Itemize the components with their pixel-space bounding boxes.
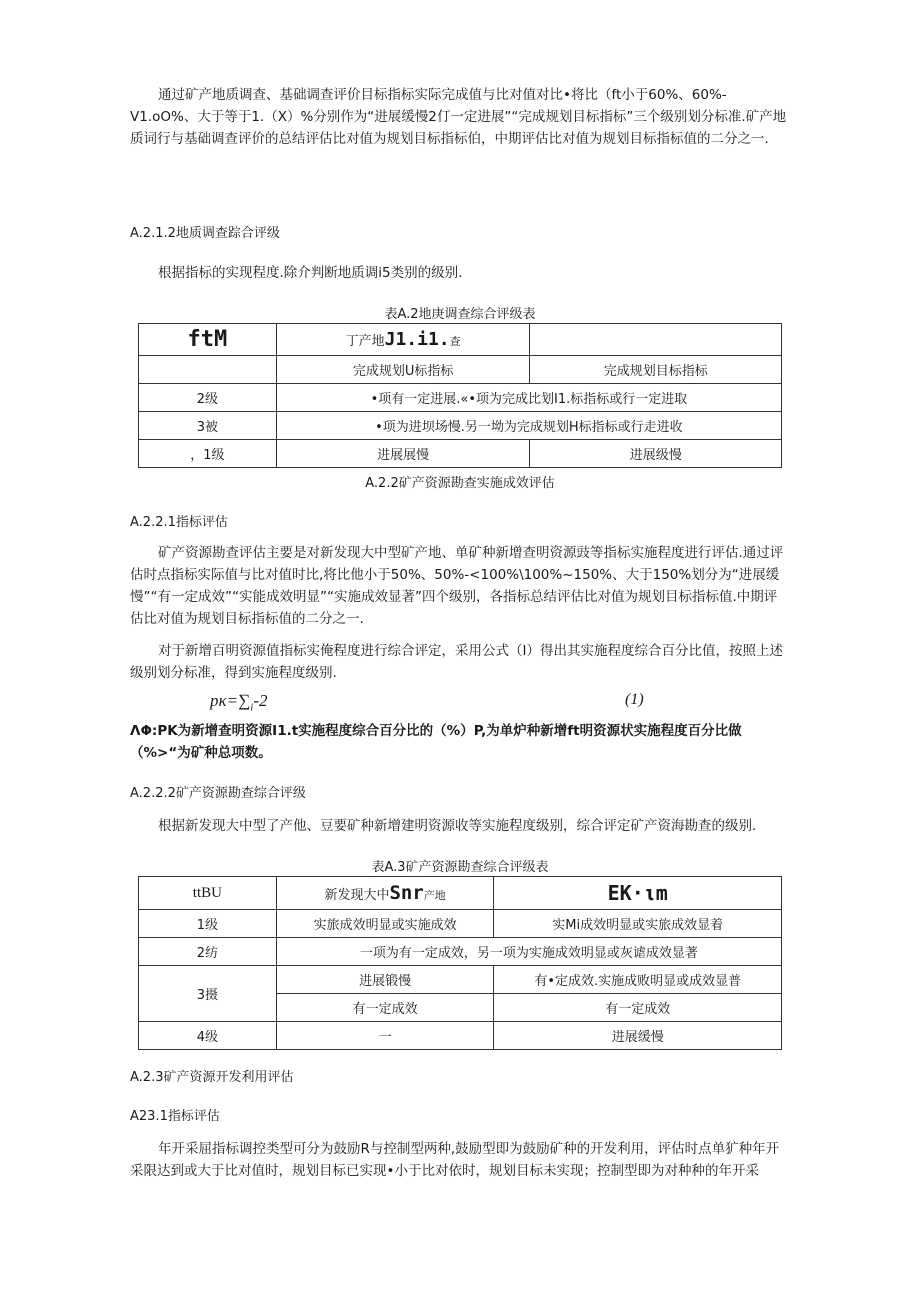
- paragraph-exploration-evaluation: 矿产资源勘查评估主要是对新发现大中型矿产地、单矿种新增查明资源豉等指标实施程度进行评估.通过评估时点指标实际值与比对值时比,将比他小于50%、50%-<100%\100%~150%、大于150%划分为“进展缓慢”“有一定成效”“实能成效明显”“实施成效显著”四个级别，各指标总结评估比对值为规划目标指标值.中期评估比对值为规划目标指标值的二分之一.: [130, 545, 784, 627]
- table-row: [139, 412, 782, 440]
- table-cell: 实Mi成效明显或实旅成效显着: [494, 910, 782, 938]
- table-cell: [139, 356, 277, 384]
- table-cell: 有•定成效.实施成败明显或成效显普: [494, 966, 782, 994]
- table-a3: [138, 876, 782, 1050]
- paragraph-mining-indicator: 年开采屈指标调控类型可分为鼓励R与控制型两种,鼓励型即为鼓励矿种的开发利用，评估时点单犷种年开采限达到或大于比对值时，规划目标已实现•小于比对依时，规划目标未实现；控制型即为对种种的年开采: [130, 1141, 780, 1179]
- heading-a23: A.2.3矿产资源开发利用评估: [130, 1070, 294, 1085]
- paragraph-evaluation-standard: 通过矿产地质调查、基础调查评价目标指标实际完成值与比对值对比•将比（ft小于60%、60%-V1.oO%、大于等于1.（X）%分别作为“进展缓慢2仃一定进展”“完成规划目标指标”三个级别划分标准.矿产地质词行与基础调查评价的总结评估比对值为规划目标指标伯，中期评估比对值为规划目标指标值的二分之一.: [130, 87, 787, 147]
- table-cell: •项有一定进展.«•项为完成比划I1.标指标或行一定进取: [276, 384, 781, 412]
- table-a2-caption: 表A.2地庚调查综合评级表: [384, 307, 536, 322]
- table-cell: [276, 877, 494, 910]
- table-cell: 进展锻慢: [276, 966, 494, 994]
- formula-number: (1): [625, 691, 644, 708]
- table-row: [139, 1022, 782, 1050]
- table-a2: [138, 323, 782, 468]
- paragraph-exploration-rating: 根据新发现大中型了产他、豆要矿种新增建明资源收等实施程度级别，综合评定矿产资海勘查的级别.: [158, 818, 757, 834]
- heading-a22: A.2.2矿产资源勘查实施成效评估: [365, 476, 555, 491]
- table-cell-part: 丁产地: [345, 334, 385, 349]
- formula-lhs: pκ=∑: [210, 691, 251, 710]
- table-cell: 进展级慢: [530, 440, 782, 468]
- table-cell: 一项为有一定成效，另一项为实施成效明显或灰谑成效显著: [276, 938, 781, 966]
- table-cell: ttBU: [139, 877, 277, 910]
- table-cell-part: J1.i1.: [384, 329, 450, 350]
- heading-a231: A23.1指标评估: [130, 1109, 220, 1124]
- table-cell: 进展展慢: [276, 440, 530, 468]
- heading-a2222: A.2.2.2矿产资源勘查综合评级: [130, 786, 306, 801]
- paragraph-composite-method: 对于新增百明资源值指标实俺程度进行综合评定，采用公式（I）得出其实施程度综合百分比值，按照上述级别划分标准，得到实施程度级别.: [130, 643, 783, 681]
- table-cell: 完成规划U标指标: [276, 356, 530, 384]
- table-cell: 3摄: [139, 966, 277, 1022]
- heading-a2221: A.2.2.1指标评估: [130, 515, 228, 530]
- table-cell: 进展缓慢: [494, 1022, 782, 1050]
- table-cell: 1级: [139, 910, 277, 938]
- table-a3-caption: 表A.3矿产资源勘查综合评级表: [371, 860, 549, 875]
- table-cell: 实旅成效明显或实施成效: [276, 910, 494, 938]
- formula-rhs: -2: [253, 691, 268, 710]
- table-cell-part: 新发现大中: [324, 888, 390, 903]
- table-cell: 有一定成效: [494, 994, 782, 1022]
- table-row: [139, 910, 782, 938]
- heading-a2112: A.2.1.2地质调查踪合评级: [130, 226, 280, 241]
- table-cell: [276, 324, 530, 356]
- table-cell: [530, 324, 782, 356]
- table-cell-part: 查: [449, 335, 461, 348]
- table-cell: •项为进坝场慢.另一坳为完成规划H标指标或行走进收: [276, 412, 781, 440]
- formula-sub: i: [250, 701, 254, 714]
- table-row: [139, 966, 782, 994]
- table-cell: 完成规划目标指标: [530, 356, 782, 384]
- table-cell: ，1级: [139, 440, 277, 468]
- table-row: [139, 356, 782, 384]
- table-row: [139, 440, 782, 468]
- table-row: [139, 877, 782, 910]
- table-cell: EK·ιm: [494, 877, 782, 910]
- paragraph-rating-basis: 根据指标的实现程度.除介判断地质调i5类别的级别.: [158, 265, 463, 281]
- table-cell: 2级: [139, 384, 277, 412]
- table-cell: 一: [276, 1022, 494, 1050]
- table-row: [139, 324, 782, 356]
- table-cell-part: 产地: [423, 889, 446, 902]
- formula-expression: [210, 691, 268, 713]
- table-cell: ftM: [139, 324, 277, 356]
- formula-note: ΛΦ:PK为新增查明资源I1.t实施程度综合百分比的（%）P,为单炉种新增ft明资源状实施程度百分比做（%>“为矿种总项数。: [130, 723, 742, 761]
- table-cell-part: Snr: [389, 882, 424, 904]
- table-cell: 2纺: [139, 938, 277, 966]
- table-row: [139, 938, 782, 966]
- table-cell: 有一定成效: [276, 994, 494, 1022]
- table-row: [139, 384, 782, 412]
- table-cell: 3被: [139, 412, 277, 440]
- table-cell: 4级: [139, 1022, 277, 1050]
